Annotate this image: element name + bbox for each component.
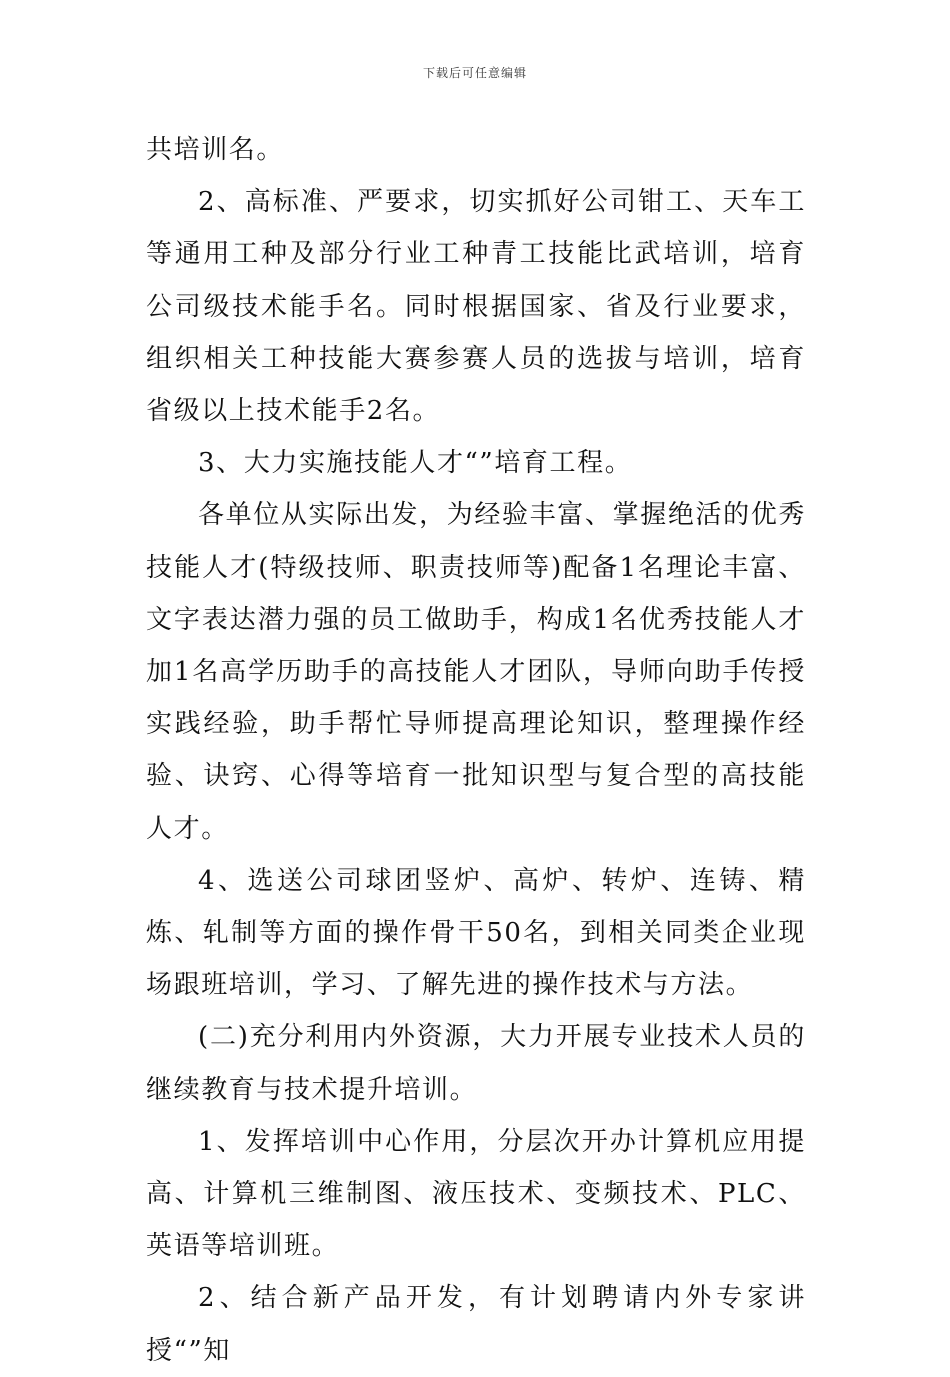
paragraph-8: 2、结合新产品开发，有计划聘请内外专家讲授“”知 [146,1283,806,1366]
paragraph-7: 1、发挥培训中心作用，分层次开办计算机应用提高、计算机三维制图、液压技术、变频技术、PLC、英语等培训班。 [146,1126,806,1262]
paragraph-5: 4、选送公司球团竖炉、高炉、转炉、连铸、精炼、轧制等方面的操作骨干50名，到相关同类企业现场跟班培训，学习、了解先进的操作技术与方法。 [146,865,806,1001]
paragraph-4: 各单位从实际出发，为经验丰富、掌握绝活的优秀技能人才(特级技师、职责技师等)配备1名理论丰富、文字表达潜力强的员工做助手，构成1名优秀技能人才加1名高学历助手的高技能人才团队，导师向助手传授实践经验，助手帮忙导师提高理论知识，整理操作经验、诀窍、心得等培育一批知识型与复合型的高技能人才。 [146,500,806,844]
paragraph-1: 共培训名。 [146,135,285,165]
paragraph-2: 2、高标准、严要求，切实抓好公司钳工、天车工等通用工种及部分行业工种青工技能比武培训，培育公司级技术能手名。同时根据国家、省及行业要求，组织相关工种技能大赛参赛人员的选拔与培训，培育省级以上技术能手2名。 [146,187,806,427]
paragraph-6: (二)充分利用内外资源，大力开展专业技术人员的继续教育与技术提升培训。 [146,1022,806,1105]
page-header: 下载后可任意编辑 [422,66,527,80]
document-body [146,124,806,1377]
paragraph-3: 3、大力实施技能人才“”培育工程。 [198,448,633,479]
